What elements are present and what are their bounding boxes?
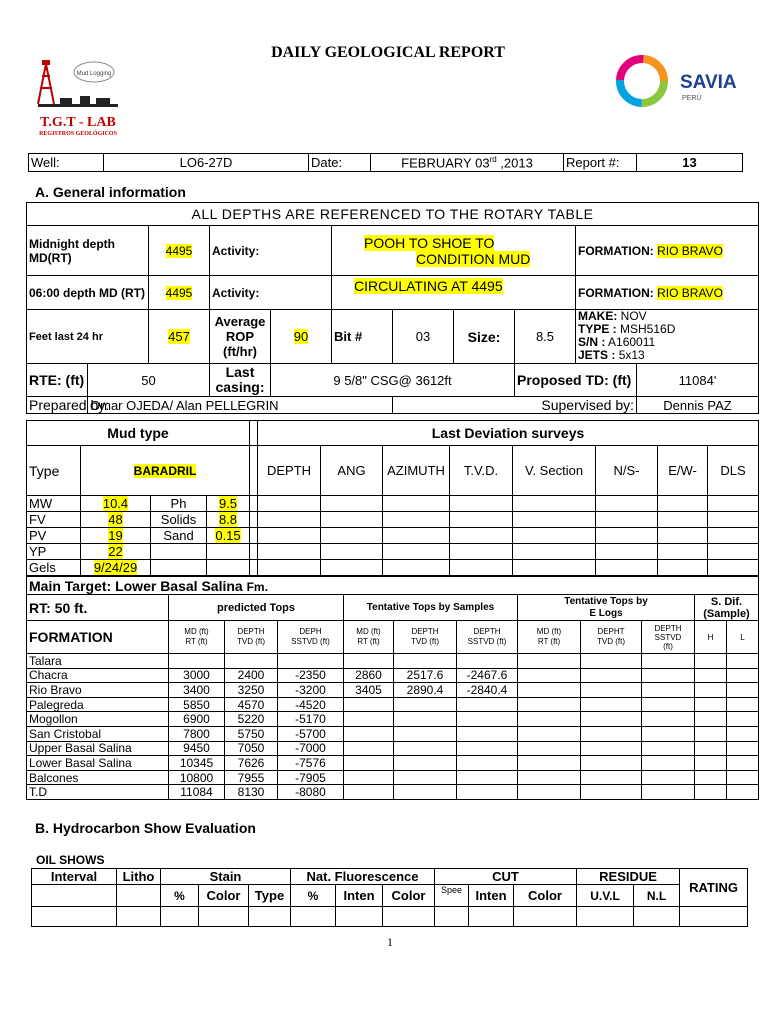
oil-sub-header: Type: [249, 885, 291, 907]
formation-value: 8130: [225, 785, 278, 800]
formation-value: 2517.6: [394, 668, 457, 683]
sub-header: DEPTH SSTVD (ft): [457, 621, 518, 654]
oil-sub-header: N.L: [634, 885, 680, 907]
sub-header: DEPTH TVD (ft): [225, 621, 278, 654]
well-info-row: [28, 153, 743, 172]
formation-value: [457, 697, 518, 712]
rop-label: Average ROP (ft/hr): [210, 310, 271, 364]
formation-empty-cell: [581, 741, 642, 756]
formation-value: [394, 697, 457, 712]
formation-empty-cell: [642, 726, 695, 741]
mud-prop-label: Ph: [151, 496, 207, 512]
oil-show-row: [32, 907, 748, 927]
savia-brand: SAVIA: [680, 72, 737, 93]
formation-value: 5220: [225, 712, 278, 727]
mud-prop-label: YP: [27, 544, 81, 560]
formation-value: [394, 785, 457, 800]
formation-value: -7000: [278, 741, 344, 756]
prepared-by-value: Omar OJEDA/ Alan PELLEGRIN: [88, 397, 393, 414]
six-depth-value: 4495: [149, 276, 210, 310]
formation-value: 7626: [225, 756, 278, 771]
formation-value: 6900: [169, 712, 225, 727]
tgt-lab-logo: [32, 58, 132, 136]
oil-shows-table: [31, 868, 748, 927]
formation-value: -2467.6: [457, 668, 518, 683]
mud-row: [27, 528, 759, 544]
formation-row: [27, 741, 759, 756]
sub-header: MD (ft) RT (ft): [518, 621, 581, 654]
deviation-title: Last Deviation surveys: [258, 421, 759, 446]
formation-name: Lower Basal Salina: [27, 756, 169, 771]
mud-prop-value: 0.15: [207, 528, 250, 544]
formation-empty-cell: [642, 756, 695, 771]
formation-row: [27, 683, 759, 698]
dev-col-vsection: V. Section: [513, 446, 596, 496]
section-a-title: A. General information: [35, 184, 186, 200]
bit-value: 03: [393, 310, 454, 364]
formation-row: [27, 785, 759, 800]
formation-empty-cell: [727, 785, 759, 800]
formation-row: [27, 668, 759, 683]
oil-sub-header: Color: [199, 885, 249, 907]
mud-prop-label: Sand: [151, 528, 207, 544]
sub-header: DEPTH SSTVD (ft): [642, 621, 695, 654]
formation-empty-cell: [518, 697, 581, 712]
depth-reference-banner: ALL DEPTHS ARE REFERENCED TO THE ROTARY TABLE: [27, 203, 759, 226]
formation-value: 2860: [344, 668, 394, 683]
formation-row: [27, 654, 759, 669]
oil-col-interval: Interval: [32, 869, 117, 885]
formation-value: [344, 770, 394, 785]
formation-value: -7905: [278, 770, 344, 785]
mud-prop-label: Solids: [151, 512, 207, 528]
formation-empty-cell: [581, 683, 642, 698]
formation-row: [27, 756, 759, 771]
formation-value: [394, 756, 457, 771]
formation-value: [457, 654, 518, 669]
formation-empty-cell: [642, 697, 695, 712]
prepared-by-label: Prepared by:: [27, 397, 88, 414]
mud-properties-rows: [27, 496, 759, 576]
formation-value: 5750: [225, 726, 278, 741]
mud-prop-value: 48: [81, 512, 151, 528]
formation-value: 4570: [225, 697, 278, 712]
date-label: Date:: [309, 154, 371, 172]
sub-header-h: H: [695, 621, 727, 654]
formation-value: 11084: [169, 785, 225, 800]
formation-row: [27, 770, 759, 785]
mud-prop-value: 10.4: [81, 496, 151, 512]
formation-tops-table: [26, 576, 759, 800]
formation-empty-cell: [581, 756, 642, 771]
savia-sub: PERÚ: [682, 95, 702, 102]
formation-value: -2840.4: [457, 683, 518, 698]
oil-sub-header: %: [161, 885, 199, 907]
formation-value: 10800: [169, 770, 225, 785]
logo-bubble-text: Mud Logging: [76, 71, 112, 77]
formation-empty-cell: [518, 726, 581, 741]
formation-name: Talara: [27, 654, 169, 669]
formation-value: [394, 654, 457, 669]
formation-value: [457, 785, 518, 800]
six-activity-value: CIRCULATING AT 4495: [332, 276, 576, 310]
sample-tops-group: Tentative Tops by Samples: [344, 595, 518, 621]
formation-empty-cell: [581, 726, 642, 741]
formation-value: 7800: [169, 726, 225, 741]
formation-name: Chacra: [27, 668, 169, 683]
formation-value: 2890.4: [394, 683, 457, 698]
formation-row: [27, 697, 759, 712]
feet-24hr-label: Feet last 24 hr: [27, 310, 149, 364]
formation-empty-cell: [518, 770, 581, 785]
formation-empty-cell: [642, 683, 695, 698]
formation-empty-cell: [581, 654, 642, 669]
formation-value: [394, 770, 457, 785]
oil-sub-header: Color: [514, 885, 577, 907]
formation-empty-cell: [695, 770, 727, 785]
oil-sub-header: U.V.L: [577, 885, 634, 907]
formation-empty-cell: [518, 654, 581, 669]
mud-prop-value: 9.5: [207, 496, 250, 512]
formation-empty-cell: [727, 756, 759, 771]
formation-row: [27, 726, 759, 741]
midnight-activity-label: Activity:: [210, 226, 332, 276]
formation-empty-cell: [695, 785, 727, 800]
formation-empty-cell: [581, 712, 642, 727]
formation-value: -8080: [278, 785, 344, 800]
dev-col-ns: N/S-: [596, 446, 658, 496]
formation-empty-cell: [581, 770, 642, 785]
predicted-tops-group: predicted Tops: [169, 595, 344, 621]
formation-empty-cell: [695, 668, 727, 683]
mud-row: [27, 560, 759, 576]
formation-empty-cell: [727, 741, 759, 756]
formation-empty-cell: [695, 683, 727, 698]
logo-brand: T.G.T - LAB: [40, 115, 116, 130]
formation-value: [457, 756, 518, 771]
formation-value: [344, 756, 394, 771]
formation-value: [457, 741, 518, 756]
oil-sub-header: %: [291, 885, 336, 907]
formation-empty-cell: [642, 741, 695, 756]
formation-value: [457, 726, 518, 741]
formation-empty-cell: [581, 785, 642, 800]
formation-empty-cell: [642, 668, 695, 683]
mud-prop-label: FV: [27, 512, 81, 528]
main-target: Main Target: Lower Basal Salina Fm.: [27, 577, 759, 595]
formation-value: [344, 654, 394, 669]
formation-empty-cell: [727, 712, 759, 727]
oil-col-litho: Litho: [117, 869, 161, 885]
section-b-title: B. Hydrocarbon Show Evaluation: [35, 820, 256, 836]
formation-value: -7576: [278, 756, 344, 771]
sub-header: MD (ft) RT (ft): [344, 621, 394, 654]
formation-value: [457, 770, 518, 785]
formation-value: 3400: [169, 683, 225, 698]
oil-shows-title: OIL SHOWS: [36, 853, 105, 867]
report-number: 13: [637, 154, 743, 172]
formation-name: Rio Bravo: [27, 683, 169, 698]
oil-col-rating: RATING: [680, 869, 748, 907]
formation-name: Mogollon: [27, 712, 169, 727]
last-casing-value: 9 5/8" CSG@ 3612ft: [271, 364, 515, 397]
mud-prop-label: Gels: [27, 560, 81, 576]
formation-value: 3000: [169, 668, 225, 683]
midnight-depth-label: Midnight depth MD(RT): [27, 226, 149, 276]
formation-value: [394, 741, 457, 756]
sub-header: MD (ft) RT (ft): [169, 621, 225, 654]
formation-value: [225, 654, 278, 669]
formation-empty-cell: [695, 697, 727, 712]
rt-label: RT: 50 ft.: [27, 595, 169, 621]
formation-value: 3405: [344, 683, 394, 698]
formation-empty-cell: [727, 683, 759, 698]
formation-rows: [27, 654, 759, 800]
dev-col-tvd: T.V.D.: [450, 446, 513, 496]
formation-value: [278, 654, 344, 669]
formation-value: 7955: [225, 770, 278, 785]
savia-ring-icon: [612, 52, 672, 110]
formation-empty-cell: [695, 712, 727, 727]
date-value: FEBRUARY 03rd ,2013: [371, 154, 564, 172]
well-label: Well:: [29, 154, 104, 172]
formation-value: -2350: [278, 668, 344, 683]
formation-empty-cell: [642, 654, 695, 669]
six-formation: FORMATION: RIO BRAVO: [576, 276, 759, 310]
s-dif-group: S. Dif. (Sample): [695, 595, 759, 621]
page-number: 1: [387, 935, 393, 949]
bit-label: Bit #: [332, 310, 393, 364]
formation-value: 5850: [169, 697, 225, 712]
formation-empty-cell: [642, 785, 695, 800]
proposed-td-label: Proposed TD: (ft): [515, 364, 637, 397]
dev-col-ew: E/W-: [658, 446, 708, 496]
formation-empty-cell: [518, 785, 581, 800]
formation-empty-cell: [727, 770, 759, 785]
formation-empty-cell: [518, 683, 581, 698]
formation-value: 3250: [225, 683, 278, 698]
formation-name: San Cristobal: [27, 726, 169, 741]
mud-row: [27, 544, 759, 560]
formation-empty-cell: [727, 654, 759, 669]
formation-empty-cell: [695, 654, 727, 669]
mud-type-value: BARADRIL: [81, 446, 250, 496]
feet-24hr-value: 457: [149, 310, 210, 364]
general-info-table: [26, 202, 759, 414]
dev-col-azimuth: AZIMUTH: [383, 446, 450, 496]
mud-type-title: Mud type: [27, 421, 250, 446]
formation-value: [457, 712, 518, 727]
mud-prop-value: 22: [81, 544, 151, 560]
oil-sub-header: Inten: [469, 885, 514, 907]
sub-header-l: L: [727, 621, 759, 654]
formation-empty-cell: [518, 756, 581, 771]
midnight-depth-value: 4495: [149, 226, 210, 276]
rte-value: 50: [88, 364, 210, 397]
formation-header: FORMATION: [27, 621, 169, 654]
formation-empty-cell: [518, 712, 581, 727]
six-activity-label: Activity:: [210, 276, 332, 310]
dev-col-dls: DLS: [708, 446, 759, 496]
formation-value: [344, 712, 394, 727]
sub-header: DEPTH TVD (ft): [394, 621, 457, 654]
formation-empty-cell: [727, 726, 759, 741]
formation-value: 7050: [225, 741, 278, 756]
savia-logo: [612, 52, 752, 110]
formation-value: -3200: [278, 683, 344, 698]
oil-sub-header: Inten: [336, 885, 383, 907]
mud-prop-value: 8.8: [207, 512, 250, 528]
formation-value: -4520: [278, 697, 344, 712]
proposed-td-value: 11084': [637, 364, 759, 397]
report-title: DAILY GEOLOGICAL REPORT: [271, 44, 505, 61]
mud-prop-label: PV: [27, 528, 81, 544]
formation-value: [344, 726, 394, 741]
supervised-by-value: Dennis PAZ: [637, 397, 759, 414]
sub-header: DEPH SSTVD (ft): [278, 621, 344, 654]
formation-value: 10345: [169, 756, 225, 771]
mud-type-label: Type: [27, 446, 81, 496]
oil-sub-header: Spee: [435, 885, 469, 907]
report-label: Report #:: [564, 154, 637, 172]
formation-empty-cell: [695, 741, 727, 756]
midnight-formation: FORMATION: RIO BRAVO: [576, 226, 759, 276]
formation-row: [27, 712, 759, 727]
oil-sub-header: Color: [383, 885, 435, 907]
formation-empty-cell: [581, 697, 642, 712]
formation-value: [169, 654, 225, 669]
mud-row: [27, 496, 759, 512]
formation-value: -5170: [278, 712, 344, 727]
formation-value: [394, 712, 457, 727]
well-value: LO6-27D: [104, 154, 309, 172]
formation-empty-cell: [518, 668, 581, 683]
formation-name: Palegreda: [27, 697, 169, 712]
formation-empty-cell: [642, 770, 695, 785]
formation-empty-cell: [695, 756, 727, 771]
formation-value: [344, 697, 394, 712]
oil-col-nat-fluor: Nat. Fluorescence: [291, 869, 435, 885]
size-label: Size:: [454, 310, 515, 364]
elog-tops-group: Tentative Tops by E Logs: [518, 595, 695, 621]
formation-empty-cell: [581, 668, 642, 683]
rte-label: RTE: (ft): [27, 364, 88, 397]
formation-value: [344, 785, 394, 800]
formation-name: T.D: [27, 785, 169, 800]
dev-col-depth: DEPTH: [258, 446, 321, 496]
mud-prop-label: MW: [27, 496, 81, 512]
mud-prop-value: 9/24/29: [81, 560, 151, 576]
formation-empty-cell: [518, 741, 581, 756]
dev-col-ang: ANG: [321, 446, 383, 496]
oil-col-stain: Stain: [161, 869, 291, 885]
supervised-by-label: Supervised by:: [393, 397, 637, 414]
formation-empty-cell: [695, 726, 727, 741]
formation-name: Upper Basal Salina: [27, 741, 169, 756]
formation-name: Balcones: [27, 770, 169, 785]
last-casing-label: Last casing:: [210, 364, 271, 397]
formation-empty-cell: [727, 697, 759, 712]
formation-value: [394, 726, 457, 741]
formation-value: [344, 741, 394, 756]
formation-value: -5700: [278, 726, 344, 741]
formation-empty-cell: [642, 712, 695, 727]
mud-prop-value: 19: [81, 528, 151, 544]
oil-col-cut: CUT: [435, 869, 577, 885]
sub-header: DEPHT TVD (ft): [581, 621, 642, 654]
logo-tagline: REGISTROS GEOLÓGICOS: [39, 131, 117, 137]
formation-empty-cell: [727, 668, 759, 683]
bit-details: MAKE: NOV TYPE : MSH516D S/N : A160011 JETS : 5x13: [576, 310, 759, 364]
size-value: 8.5: [515, 310, 576, 364]
six-depth-label: 06:00 depth MD (RT): [27, 276, 149, 310]
mud-row: [27, 512, 759, 528]
formation-value: 2400: [225, 668, 278, 683]
rop-value: 90: [271, 310, 332, 364]
oil-col-residue: RESIDUE: [577, 869, 680, 885]
midnight-activity-value: POOH TO SHOE TO CONDITION MUD: [332, 226, 576, 276]
formation-value: 9450: [169, 741, 225, 756]
mud-deviation-table: [26, 420, 759, 576]
